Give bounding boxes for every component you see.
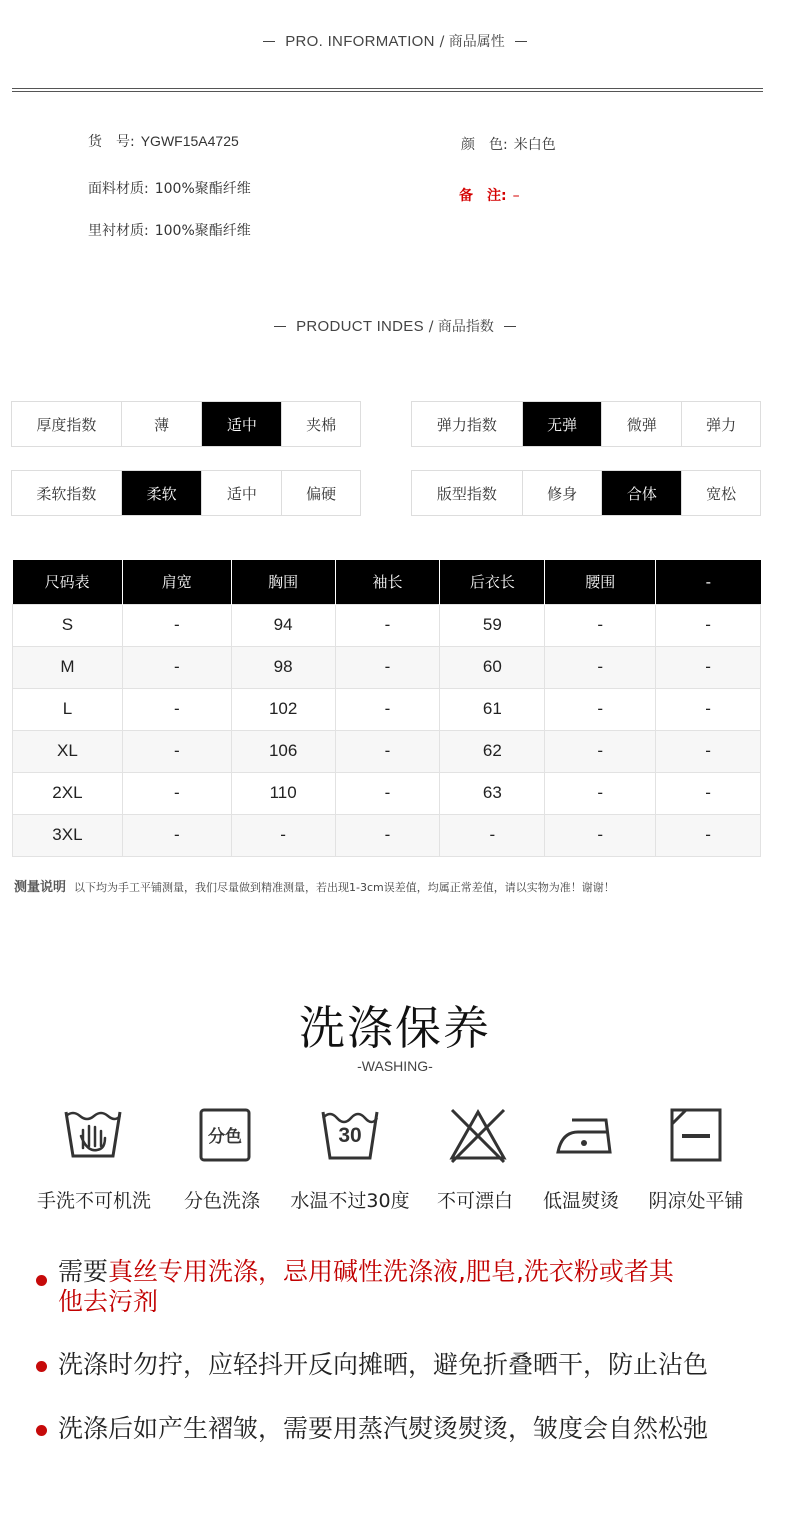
table-row bbox=[13, 814, 761, 856]
color-label: 颜 色: bbox=[461, 137, 508, 153]
size-table-header-row bbox=[13, 560, 761, 604]
table-cell: - bbox=[335, 814, 440, 856]
product-index-title-en: PRODUCT INDES bbox=[296, 318, 424, 335]
table-cell: - bbox=[122, 646, 231, 688]
table-cell: - bbox=[545, 604, 656, 646]
table-cell: XL bbox=[13, 730, 123, 772]
table-cell: - bbox=[545, 646, 656, 688]
size-header-sleeve: 袖长 bbox=[335, 560, 440, 604]
table-cell: - bbox=[545, 772, 656, 814]
wash-30-icon bbox=[320, 1106, 380, 1164]
dry-flat-shade-label: 阴凉处平铺 bbox=[648, 1190, 744, 1212]
table-row bbox=[13, 772, 761, 814]
table-cell: - bbox=[335, 604, 440, 646]
bullet-dot bbox=[36, 1275, 47, 1286]
size-header-shoulder: 肩宽 bbox=[122, 560, 231, 604]
fabric-value: 100%聚酯纤维 bbox=[154, 181, 251, 197]
table-cell: - bbox=[656, 646, 761, 688]
table-cell: - bbox=[122, 604, 231, 646]
pro-info-title-cn: / 商品属性 bbox=[439, 34, 505, 50]
bullet-dot bbox=[36, 1425, 47, 1436]
table-cell: 102 bbox=[231, 688, 335, 730]
table-cell: - bbox=[122, 730, 231, 772]
table-cell: 98 bbox=[231, 646, 335, 688]
wash-30-icon-text: 30 bbox=[338, 1124, 362, 1147]
measure-note-label: 测量说明 bbox=[14, 880, 67, 895]
size-table bbox=[12, 560, 761, 857]
table-cell: - bbox=[545, 730, 656, 772]
care-bullet-1 bbox=[36, 1257, 696, 1317]
table-cell: 63 bbox=[440, 772, 545, 814]
table-cell: 110 bbox=[231, 772, 335, 814]
product-index-title bbox=[0, 316, 790, 336]
fit-index-label: 版型指数 bbox=[436, 484, 497, 503]
lining-label: 里衬材质: bbox=[88, 223, 149, 239]
color-value: 米白色 bbox=[513, 137, 556, 153]
thickness-index bbox=[11, 401, 361, 447]
wash-30-label: 水温不过30度 bbox=[290, 1190, 410, 1212]
bullet-dot bbox=[36, 1361, 47, 1372]
softness-option-stiff: 偏硬 bbox=[281, 471, 360, 515]
table-cell: L bbox=[13, 688, 123, 730]
hand-wash-label: 手洗不可机洗 bbox=[36, 1190, 151, 1212]
care-bullet-1-red: 真丝专用洗涤，忌用碱性洗涤液,肥皂,洗衣粉或者其他去污剂 bbox=[58, 1257, 674, 1316]
table-cell: - bbox=[122, 814, 231, 856]
color-row bbox=[461, 134, 556, 154]
elasticity-option-none: 无弹 bbox=[522, 402, 602, 446]
table-cell: - bbox=[335, 646, 440, 688]
table-cell: - bbox=[122, 688, 231, 730]
color-separate-label: 分色洗涤 bbox=[183, 1190, 260, 1212]
measure-note bbox=[14, 876, 615, 895]
color-separate-icon bbox=[196, 1106, 256, 1164]
item-number-value: YGWF15A4725 bbox=[140, 133, 239, 149]
table-cell: - bbox=[335, 730, 440, 772]
size-header-size: 尺码表 bbox=[13, 560, 123, 604]
thickness-option-padded: 夹棉 bbox=[281, 402, 360, 446]
fabric-label: 面料材质: bbox=[88, 181, 149, 197]
softness-index-label: 柔软指数 bbox=[36, 484, 97, 503]
table-row bbox=[13, 730, 761, 772]
item-number-row bbox=[88, 131, 239, 151]
divider-top bbox=[12, 88, 763, 89]
elasticity-option-stretch: 弹力 bbox=[681, 402, 760, 446]
remark-value: – bbox=[512, 188, 520, 204]
remark-row bbox=[459, 185, 520, 205]
table-cell: 106 bbox=[231, 730, 335, 772]
table-cell: S bbox=[13, 604, 123, 646]
size-header-back-length: 后衣长 bbox=[440, 560, 545, 604]
table-row bbox=[13, 688, 761, 730]
thickness-option-thin: 薄 bbox=[121, 402, 202, 446]
table-cell: - bbox=[545, 688, 656, 730]
thickness-index-label: 厚度指数 bbox=[36, 415, 97, 434]
measure-note-text: 以下均为手工平铺测量，我们尽量做到精准测量，若出现1-3cm误差值，均属正常差值，请以实物为准！谢谢！ bbox=[74, 881, 615, 894]
fit-option-regular: 合体 bbox=[601, 471, 681, 515]
no-bleach-label: 不可漂白 bbox=[436, 1190, 513, 1212]
table-cell: 59 bbox=[440, 604, 545, 646]
size-header-extra: - bbox=[656, 560, 761, 604]
table-cell: - bbox=[545, 814, 656, 856]
thickness-option-medium: 适中 bbox=[201, 402, 281, 446]
fabric-row bbox=[88, 178, 251, 198]
table-cell: - bbox=[440, 814, 545, 856]
product-index-title-cn: / 商品指数 bbox=[428, 319, 494, 335]
fit-option-slim: 修身 bbox=[522, 471, 602, 515]
table-cell: - bbox=[231, 814, 335, 856]
table-row bbox=[13, 646, 761, 688]
table-cell: - bbox=[656, 730, 761, 772]
table-row bbox=[13, 604, 761, 646]
softness-option-soft: 柔软 bbox=[121, 471, 202, 515]
item-number-label: 货 号: bbox=[88, 134, 135, 150]
table-cell: 62 bbox=[440, 730, 545, 772]
care-bullet-2-text: 洗涤时勿拧，应轻抖开反向摊晒，避免折叠晒干，防止沾色 bbox=[58, 1350, 709, 1379]
low-iron-icon bbox=[554, 1106, 614, 1164]
softness-index bbox=[11, 470, 361, 516]
table-cell: M bbox=[13, 646, 123, 688]
care-bullet-2 bbox=[36, 1350, 776, 1380]
elasticity-option-slight: 微弹 bbox=[601, 402, 681, 446]
table-cell: - bbox=[656, 688, 761, 730]
color-separate-icon-text: 分色 bbox=[208, 1127, 242, 1147]
washing-subtitle: -WASHING- bbox=[357, 1058, 433, 1074]
table-cell: - bbox=[656, 814, 761, 856]
table-cell: 3XL bbox=[13, 814, 123, 856]
hand-wash-icon bbox=[63, 1106, 123, 1164]
care-bullet-3 bbox=[36, 1414, 776, 1444]
table-cell: 60 bbox=[440, 646, 545, 688]
table-cell: 61 bbox=[440, 688, 545, 730]
table-cell: - bbox=[656, 772, 761, 814]
pro-info-title bbox=[0, 31, 790, 51]
washing-title: 洗涤保养 bbox=[299, 1001, 491, 1055]
pro-info-title-en: PRO. INFORMATION bbox=[285, 33, 435, 50]
table-cell: - bbox=[335, 688, 440, 730]
dry-flat-shade-icon bbox=[666, 1106, 726, 1164]
divider-bottom bbox=[12, 91, 763, 92]
table-cell: 2XL bbox=[13, 772, 123, 814]
fit-index bbox=[411, 470, 761, 516]
low-iron-label: 低温熨烫 bbox=[542, 1190, 619, 1212]
lining-value: 100%聚酯纤维 bbox=[154, 223, 251, 239]
fit-option-loose: 宽松 bbox=[681, 471, 760, 515]
lining-row bbox=[88, 220, 251, 240]
size-header-waist: 腰围 bbox=[545, 560, 656, 604]
table-cell: 94 bbox=[231, 604, 335, 646]
elasticity-index-label: 弹力指数 bbox=[436, 415, 497, 434]
no-bleach-icon bbox=[448, 1106, 508, 1164]
care-bullet-1-plain: 需要 bbox=[58, 1257, 109, 1286]
table-cell: - bbox=[656, 604, 761, 646]
softness-option-medium: 适中 bbox=[201, 471, 281, 515]
table-cell: - bbox=[335, 772, 440, 814]
size-header-chest: 胸围 bbox=[231, 560, 335, 604]
table-cell: - bbox=[122, 772, 231, 814]
remark-label: 备 注: bbox=[459, 188, 507, 204]
care-bullet-3-text: 洗涤后如产生褶皱，需要用蒸汽熨烫熨烫，皱度会自然松弛 bbox=[58, 1414, 709, 1443]
elasticity-index bbox=[411, 401, 761, 447]
